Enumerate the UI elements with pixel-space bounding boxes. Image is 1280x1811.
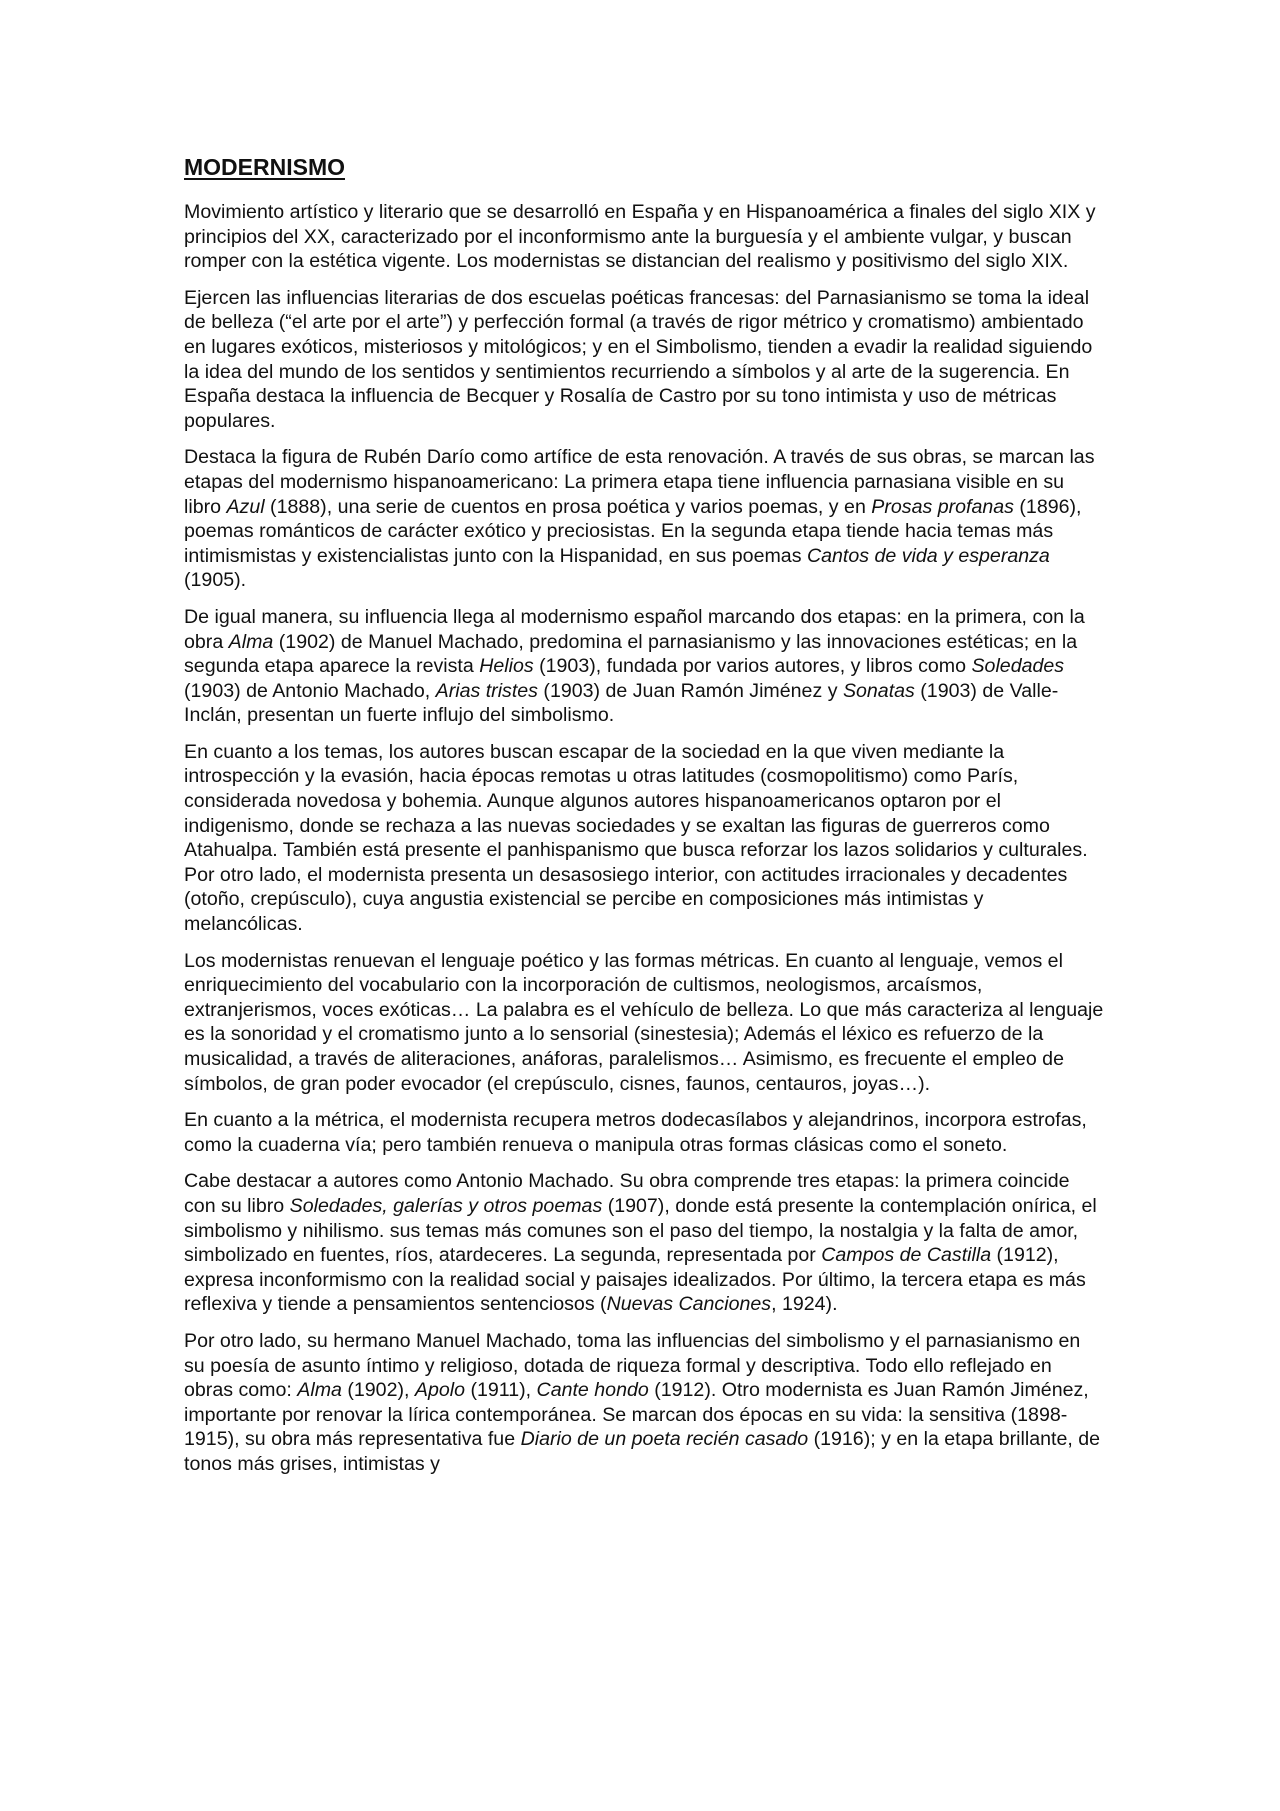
text-run: (1888), una serie de cuentos en prosa poética y varios poemas, y en [264,495,872,518]
paragraph [184,286,1104,434]
work-title: Helios [479,655,534,678]
work-title: Soledades, galerías y otros poemas [289,1194,603,1217]
text-run: (1902) de Manuel Machado, predomina el parnasianismo y las innovaciones estéticas; en la segunda etapa aparece la revista [184,630,1078,678]
paragraph [184,1169,1104,1317]
text-run: Destaca la figura de Rubén Darío como artífice de esta renovación. A través de sus obras, se marcan las etapas del modernismo hispanoamericano: La primera etapa tiene influencia parnasiana visible en su libro [184,446,1095,518]
paragraph [184,740,1104,937]
work-title: Alma [228,630,274,653]
text-run: En cuanto a los temas, los autores buscan escapar de la sociedad en la que viven mediante la introspección y la evasión, hacia épocas remotas u otras latitudes (cosmopolitismo) como París, considerada novedosa y bohemia. Aunque algunos autores hispanoamericanos optaron por el indigenismo, donde se rechaza a las nuevas sociedades y se exaltan las figuras de guerreros como Atahualpa. También está presente el panhispanismo que busca reforzar los lazos solidarios y culturales. Por otro lado, el modernista presenta un desasosiego interior, con actitudes irracionales y decadentes (otoño, crepúsculo), cuya angustia existencial se percibe en composiciones más intimistas y melancólicas. [184,740,1088,936]
work-title: Nuevas Canciones [606,1293,772,1316]
text-run: (1902), [341,1379,415,1402]
text-run: Cabe destacar a autores como Antonio Machado. Su obra comprende tres etapas: la primera coincide con su libro [184,1170,1070,1217]
work-title: Prosas profanas [871,495,1014,518]
work-title: Azul [226,495,265,518]
paragraph [184,1108,1104,1157]
text-run: (1912). Otro modernista es Juan Ramón Jiménez, importante por renovar la lírica contemporánea. Se marcan dos épocas en su vida: la sensitiva (1898-1915), su obra más representativa fue [184,1379,1089,1451]
text-run: (1911), [465,1379,537,1402]
text-run: Los modernistas renuevan el lenguaje poético y las formas métricas. En cuanto al lenguaje, vemos el enriquecimiento del vocabulario con la incorporación de cultismos, neologismos, arcaísmos, extranjerismos, voces exóticas… La palabra es el vehículo de belleza. Lo que más caracteriza al lenguaje es la sonoridad y el cromatismo junto a lo sensorial (sinestesia); Además el léxico es refuerzo de la musicalidad, a través de aliteraciones, anáforas, paralelismos… Asimismo, es frecuente el empleo de símbolos, de gran poder evocador (el crepúsculo, cisnes, faunos, centauros, joyas…). [184,949,1104,1095]
page-title: MODERNISMO [184,154,345,180]
text-run: (1916); y en la etapa brillante, de tonos más grises, intimistas y [184,1428,1101,1475]
text-run: En cuanto a la métrica, el modernista recupera metros dodecasílabos y alejandrinos, incorpora estrofas, como la cuaderna vía; pero también renueva o manipula otras formas clásicas como el soneto. [184,1109,1087,1156]
work-title: Campos de Castilla [821,1244,992,1267]
text-run: (1903) de Valle-Inclán, presentan un fuerte influjo del simbolismo. [184,679,1059,727]
text-run: (1903) de Antonio Machado, [184,679,436,702]
work-title: Soledades [971,655,1065,678]
paragraph [184,605,1104,728]
paragraph [184,200,1104,274]
paragraph [184,1329,1104,1477]
work-title: Diario de un poeta recién casado [520,1428,809,1451]
work-title: Apolo [414,1379,466,1402]
text-run: (1903) de Juan Ramón Jiménez y [537,679,843,702]
work-title: Cante hondo [536,1379,649,1402]
text-run: (1907), donde está presente la contemplación onírica, el simbolismo y nihilismo. sus temas más comunes son el paso del tiempo, la nostalgia y la falta de amor, simbolizado en fuentes, ríos, atardeceres. La segunda, representada por [184,1194,1097,1267]
text-run: (1903), fundada por varios autores, y libros como [533,655,972,678]
work-title: Cantos de vida y esperanza [806,544,1050,567]
text-run: De igual manera, su influencia llega al modernismo español marcando dos etapas: en la primera, con la obra [184,605,1085,653]
document-body [184,200,1104,1477]
paragraph [184,949,1104,1097]
text-run: (1912), expresa inconformismo con la realidad social y paisajes idealizados. Por último, la tercera etapa es más reflexiva y tiende a pensamientos sentenciosos ( [184,1244,1086,1316]
text-run: (1905). [184,569,247,592]
text-run: Movimiento artístico y literario que se desarrolló en España y en Hispanoamérica a finales del siglo XIX y principios del XX, caracterizado por el inconformismo ante la burguesía y el ambiente vulgar, y buscan romper con la estética vigente. Los modernistas se distancian del realismo y positivismo del siglo XIX. [184,201,1096,273]
work-title: Arias tristes [435,679,538,702]
document-page [184,152,1104,1489]
work-title: Sonatas [842,679,915,702]
text-run: , 1924). [771,1293,838,1316]
work-title: Alma [297,1379,342,1402]
text-run: Por otro lado, su hermano Manuel Machado, toma las influencias del simbolismo y el parnasianismo en su poesía de asunto íntimo y religioso, dotada de riqueza formal y descriptiva. Todo ello reflejado en obras como: [184,1329,1081,1402]
text-run: Ejercen las influencias literarias de dos escuelas poéticas francesas: del Parnasianismo se toma la ideal de belleza (“el arte por el arte”) y perfección formal (a través de rigor métrico y cromatismo) ambientado en lugares exóticos, misteriosos y mitológicos; y en el Simbolismo, tienden a evadir la realidad siguiendo la idea del mundo de los sentidos y sentimientos recurriendo a símbolos y al arte de la sugerencia. En España destaca la influencia de Becquer y Rosalía de Castro por su tono intimista y uso de métricas populares. [184,286,1093,432]
text-run: (1896), poemas románticos de carácter exótico y preciosistas. En la segunda etapa tiende hacia temas más intimismistas y existencialistas junto con la Hispanidad, en sus poemas [184,495,1082,567]
paragraph [184,445,1104,593]
